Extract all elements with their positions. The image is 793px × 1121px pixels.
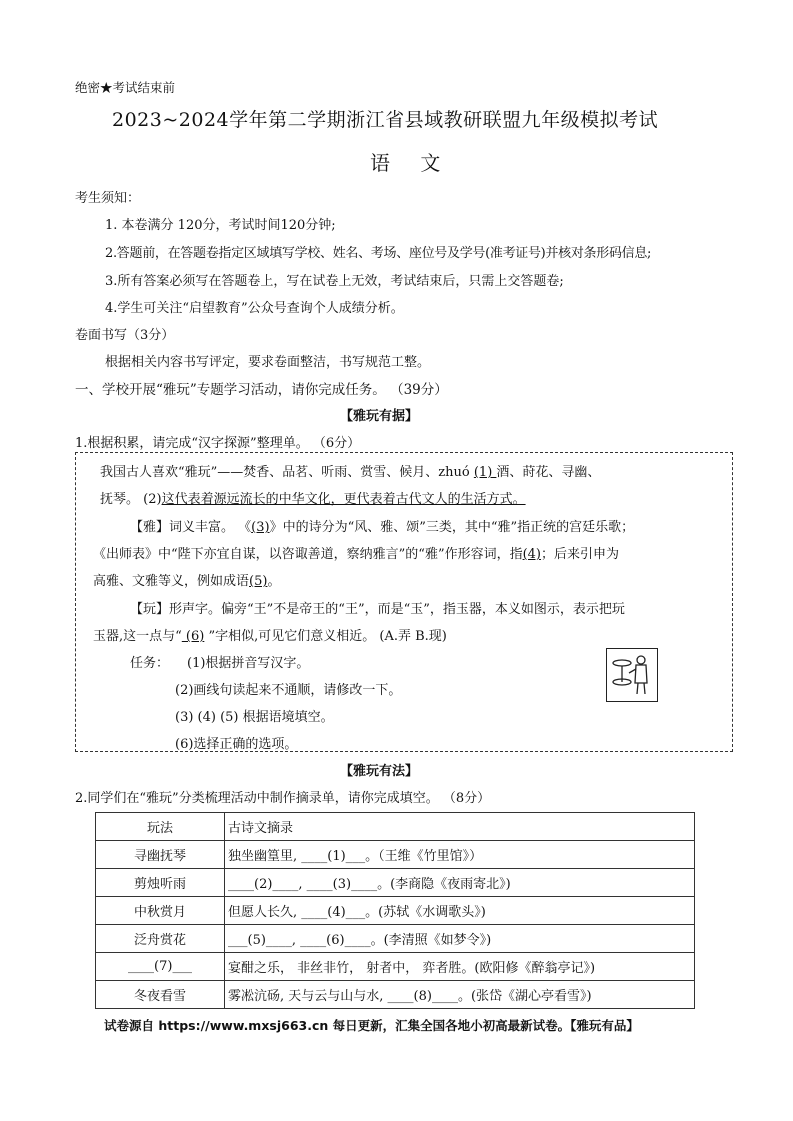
table-cell: 雾凇沆砀, 天与云与山与水, ____(8)____。(张岱《湖心亭看雪》) <box>225 981 695 1009</box>
task-item: (2)画线句读起来不通顺，请修改一下。 <box>175 683 402 698</box>
box-line-4: 《出师表》中“陛下亦宜自谋，以咨诹善道，察纳雅言”的“雅”作形容词，指(4)；后来引申为 <box>93 547 620 562</box>
secret-label: 绝密★考试结束前 <box>75 80 176 95</box>
table-row <box>96 953 695 981</box>
table-cell: 剪烛听雨 <box>96 869 225 897</box>
underlined-sentence: 这代表着源远流长的中华文化，更代表着古代文人的生活方式。 <box>161 492 526 507</box>
table-cell: 寻幽抚琴 <box>96 841 225 869</box>
footer-source: 试卷源自 https://www.mxsj663.cn 每日更新，汇集全国各地小初高最新试卷。【雅玩有品】 <box>104 1018 639 1033</box>
blank-1: (1) <box>473 465 497 480</box>
blank-4: (4) <box>522 547 542 562</box>
table-cell: 但愿人长久, ____(4)___。(苏轼《水调歌头》) <box>225 897 695 925</box>
box-line-6: 【玩】形声字。偏旁“王”不是帝王的“王”，而是“玉”，指玉器，本义如图示，表示把玩 <box>130 602 625 617</box>
box-line-1: 我国古人喜欢“雅玩”——焚香、品茗、听雨、赏雪、候月、zhuó (1) 酒、莳花、寻幽、 <box>100 465 601 480</box>
table-cell: 中秋赏月 <box>96 897 225 925</box>
task-item: (6)选择正确的选项。 <box>175 737 298 752</box>
box-line-5: 高雅、文雅等义，例如成语(5)。 <box>93 574 281 589</box>
part1-title: 一、学校开展“雅玩”专题学习活动，请你完成任务。 （39分） <box>75 382 448 398</box>
notice-label: 考生须知： <box>75 191 141 206</box>
table-cell: 泛舟赏花 <box>96 925 225 953</box>
jade-figure-illustration <box>606 648 658 702</box>
table-row <box>96 925 695 953</box>
question-1: 1.根据积累，请完成“汉字探源”整理单。 （6分） <box>75 436 361 451</box>
notice-item: 4.学生可关注“启望教育”公众号查询个人成绩分析。 <box>105 301 404 316</box>
writing-label: 卷面书写（3分） <box>75 328 175 343</box>
writing-desc: 根据相关内容书写评定，要求卷面整洁，书写规范工整。 <box>105 355 431 370</box>
table-row <box>96 981 695 1009</box>
table-header: 古诗文摘录 <box>225 813 695 841</box>
notice-item: 1. 本卷满分 120分，考试时间120分钟; <box>105 218 336 233</box>
task-item: (3) (4) (5) 根据语境填空。 <box>175 710 334 725</box>
box-line-7: 玉器,这一点与“ (6) ”字相似,可见它们意义相近。 (A.弄 B.现) <box>93 629 447 644</box>
exam-title: 2023~2024学年第二学期浙江省县域教研联盟九年级模拟考试 <box>112 109 659 131</box>
task-label: 任务： <box>130 656 170 671</box>
notice-item: 2.答题前，在答题卷指定区域填写学校、姓名、考场、座位号及学号(准考证号)并核对条形码信息; <box>105 246 652 261</box>
table-cell: ___(5)____, ____(6)____。(李清照《如梦令》) <box>225 925 695 953</box>
table-cell: 冬夜看雪 <box>96 981 225 1009</box>
box-line-3: 【雅】词义丰富。 《(3)》中的诗分为“风、雅、颂”三类，其中“雅”指正统的宫廷乐歌； <box>130 520 635 535</box>
table-cell: 独坐幽篁里, ____(1)___。（王维《竹里馆》） <box>225 841 695 869</box>
table-row <box>96 897 695 925</box>
blank-3: (3) <box>251 520 270 535</box>
table-cell: ____(2)____, ____(3)____。(李商隐《夜雨寄北》) <box>225 869 695 897</box>
table-cell: 宴酣之乐， 非丝非竹， 射者中， 弈者胜。(欧阳修《醉翁亭记》) <box>225 953 695 981</box>
subject-title: 语 文 <box>370 151 453 175</box>
question-2: 2.同学们在“雅玩”分类梳理活动中制作摘录单，请你完成填空。 （8分） <box>75 791 491 806</box>
section-heading: 【雅玩有法】 <box>340 764 419 779</box>
box-line-2: 抚琴。 (2)这代表着源远流长的中华文化，更代表着古代文人的生活方式。 <box>100 492 526 507</box>
table-row <box>96 841 695 869</box>
blank-5: (5) <box>249 574 268 589</box>
notice-item: 3.所有答案必须写在答题卷上，写在试卷上无效，考试结束后，只需上交答题卷; <box>105 274 564 289</box>
table-cell: ____(7)___ <box>96 953 225 981</box>
section-heading: 【雅玩有据】 <box>340 409 419 424</box>
table-row <box>96 869 695 897</box>
task-item: (1)根据拼音写汉字。 <box>187 656 310 671</box>
excerpt-table <box>95 812 695 1009</box>
table-header: 玩法 <box>96 813 225 841</box>
blank-6: (6) <box>181 629 205 644</box>
table-header-row <box>96 813 695 841</box>
